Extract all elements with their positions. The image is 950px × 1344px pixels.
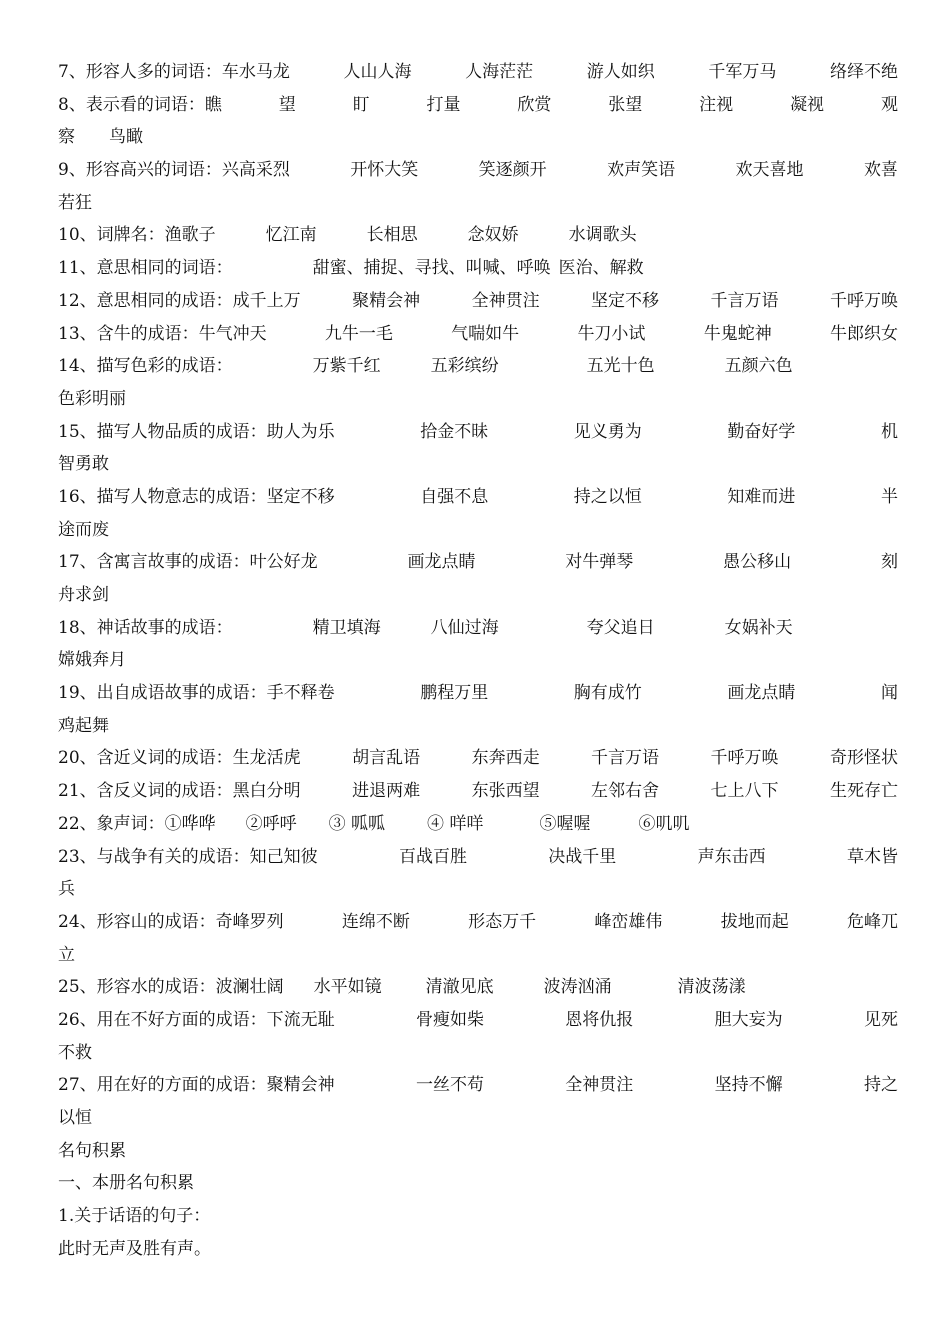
word-list-line [58, 252, 898, 285]
term: 坚定不移 [266, 486, 335, 507]
vocabulary-list [58, 56, 898, 1265]
term: 知难而进 [727, 486, 796, 507]
category-label: 13、含牛的成语： [58, 323, 199, 344]
term: 刻 [880, 552, 898, 573]
term: 拔地而起 [720, 911, 789, 932]
term: 千言万语 [710, 290, 779, 311]
term: 恩将仇报 [565, 1009, 634, 1030]
text-line [58, 1037, 898, 1070]
word-list-line [58, 546, 898, 579]
term: 千军万马 [708, 62, 777, 82]
term: 渔歌子 [164, 225, 216, 246]
term: 五光十色 [586, 356, 655, 377]
term: 愚公移山 [723, 552, 792, 573]
term: 水平如镜 [313, 977, 382, 998]
text-line [58, 448, 898, 481]
word-list-line [58, 808, 898, 841]
term: 波涛汹涌 [543, 977, 612, 998]
word-list-line [58, 89, 898, 122]
word-list-line [58, 841, 898, 874]
term-group [267, 1069, 898, 1102]
term: 知己知彼 [249, 846, 318, 867]
term: 画龙点睛 [727, 683, 796, 704]
term-group [250, 841, 898, 874]
term: 七上八下 [710, 781, 779, 802]
text-line [58, 1102, 898, 1135]
term: 胆大妄为 [714, 1009, 783, 1030]
text-line [58, 939, 898, 972]
category-label: 27、用在好的方面的成语： [58, 1075, 267, 1096]
line-text: 此时无声及胜有声。 [58, 1238, 211, 1259]
line-text: 立 [58, 944, 75, 965]
word-list-line [58, 971, 898, 1004]
term: 笑逐颜开 [478, 160, 547, 181]
term: 决战千里 [548, 846, 617, 867]
category-label: 20、含近义词的成语： [58, 748, 233, 769]
category-label: 14、描写色彩的成语： [58, 356, 233, 377]
term-group [250, 546, 898, 579]
term: 五颜六色 [724, 356, 793, 377]
term: 鹏程万里 [420, 683, 489, 704]
line-text: 舟求剑 [58, 585, 109, 605]
line-text: 兵 [58, 879, 75, 900]
term: 闻 [880, 683, 898, 704]
term: 画龙点睛 [407, 552, 476, 573]
word-list-line [58, 677, 898, 710]
term: 东奔西走 [471, 748, 540, 769]
term: 奇形怪状 [829, 748, 898, 769]
term: 手不释卷 [266, 683, 335, 704]
text-line [58, 1233, 898, 1266]
category-label: 9、形容高兴的词语： [58, 160, 222, 181]
line-text: 智勇敢 [58, 454, 109, 475]
category-label: 17、含寓言故事的成语： [58, 552, 250, 573]
term-group [216, 906, 898, 939]
term: ①哗哗 [164, 813, 216, 834]
line-text: 一、本册名句积累 [58, 1173, 194, 1194]
term: 张望 [608, 94, 643, 115]
line-text: 色彩明丽 [58, 388, 126, 409]
term: 黑白分明 [232, 781, 301, 802]
word-list-line [58, 318, 898, 351]
line-text: 不救 [58, 1042, 92, 1063]
text-line [58, 579, 898, 612]
word-list-line [58, 742, 898, 775]
category-label: 26、用在不好方面的成语： [58, 1009, 267, 1030]
term-group [267, 1004, 898, 1037]
category-label: 23、与战争有关的成语： [58, 846, 250, 867]
term: ②呼呼 [245, 813, 297, 834]
term: 望 [278, 94, 296, 115]
word-list-line [58, 219, 898, 252]
line-text: 鸡起舞 [58, 715, 109, 736]
term: 凝视 [790, 94, 825, 115]
term: 百战百胜 [398, 846, 467, 867]
term-group [165, 808, 898, 841]
term: ⑤喔喔 [539, 813, 591, 834]
term: 开怀大笑 [350, 160, 419, 181]
term-group [233, 285, 898, 318]
category-label: 16、描写人物意志的成语： [58, 486, 267, 507]
term: ③ 呱呱 [328, 813, 386, 834]
word-list-line [58, 350, 898, 383]
term: 精卫填海 [312, 617, 381, 638]
term: 注视 [699, 94, 734, 115]
term: 助人为乐 [266, 421, 335, 442]
term: 拾金不昧 [420, 421, 489, 442]
term: 九牛一毛 [324, 323, 393, 344]
line-text: 途而废 [58, 519, 109, 540]
word-list-line [58, 154, 898, 187]
term: 波澜壮阔 [215, 977, 284, 998]
term: 打量 [426, 94, 461, 115]
term: 观 [880, 94, 898, 115]
term: 千言万语 [591, 748, 660, 769]
text-line [58, 1167, 898, 1200]
term: 游人如织 [586, 62, 655, 82]
term: 见义勇为 [573, 421, 642, 442]
term: 牛鬼蛇神 [703, 323, 772, 344]
word-list-line [58, 481, 898, 514]
term-group [222, 154, 898, 187]
term: 机 [880, 421, 898, 442]
term-group [267, 481, 898, 514]
term-group [233, 612, 898, 645]
text-line [58, 1200, 898, 1233]
term: 千呼万唤 [829, 290, 898, 311]
category-label: 11、意思相同的词语： [58, 258, 233, 279]
term: 声东击西 [697, 846, 766, 867]
term: 千呼万唤 [710, 748, 779, 769]
term: 下流无耻 [266, 1009, 335, 1030]
term: 欢天喜地 [735, 160, 804, 181]
word-list-line [58, 775, 898, 808]
term: 牛郎织女 [829, 323, 898, 344]
category-label: 10、词牌名： [58, 225, 165, 246]
text-line [58, 121, 898, 154]
term: 人山人海 [343, 62, 412, 82]
line-text: 1.关于话语的句子： [58, 1206, 211, 1227]
term-group [267, 677, 898, 710]
term: 进退两难 [352, 781, 421, 802]
term: 全神贯注 [471, 290, 540, 311]
category-label: 21、含反义词的成语： [58, 781, 233, 802]
term-group [233, 350, 898, 383]
term: 对牛弹琴 [565, 552, 634, 573]
term: 聚精会神 [266, 1075, 335, 1096]
term: 胡言乱语 [352, 748, 421, 769]
term: 欢声笑语 [607, 160, 676, 181]
term-group [233, 775, 898, 808]
category-label: 25、形容水的成语： [58, 977, 216, 998]
term: 勤奋好学 [727, 421, 796, 442]
category-label: 8、表示看的词语： [58, 94, 205, 115]
line-text: 若狂 [58, 192, 92, 213]
word-list-line [58, 56, 898, 89]
term: 全神贯注 [565, 1075, 634, 1096]
category-label: 22、象声词： [58, 813, 165, 834]
term: 胸有成竹 [573, 683, 642, 704]
term: 气喘如牛 [451, 323, 520, 344]
term-group [233, 742, 898, 775]
line-text: 以恒 [58, 1108, 92, 1128]
category-label: 18、神话故事的成语： [58, 617, 233, 638]
term: 兴高采烈 [221, 160, 290, 181]
category-label: 7、形容人多的词语： [58, 62, 222, 82]
text-line [58, 1135, 898, 1168]
term: ⑥叽叽 [638, 813, 690, 834]
term: 形态万千 [468, 911, 537, 932]
term: 聚精会神 [352, 290, 421, 311]
word-list-line [58, 906, 898, 939]
term: ④ 咩咩 [427, 813, 484, 834]
text-line [58, 644, 898, 677]
term-group [165, 219, 898, 252]
term: 生龙活虎 [232, 748, 301, 769]
term: 坚持不懈 [714, 1075, 783, 1096]
category-label: 24、形容山的成语： [58, 911, 216, 932]
term: 八仙过海 [430, 617, 499, 638]
term: 草木皆 [846, 846, 898, 867]
term: 女娲补天 [724, 617, 793, 638]
word-list-line [58, 612, 898, 645]
term: 牛气冲天 [198, 323, 267, 344]
term: 生死存亡 [829, 781, 898, 802]
term: 水调歌头 [568, 225, 637, 246]
term: 左邻右舍 [591, 781, 660, 802]
term-group [199, 318, 898, 351]
term: 忆江南 [265, 225, 317, 246]
text-line [58, 873, 898, 906]
term: 连绵不断 [341, 911, 410, 932]
term: 持之 [863, 1075, 898, 1096]
term: 持之以恒 [573, 486, 642, 507]
term: 一丝不苟 [415, 1075, 484, 1096]
term: 成千上万 [232, 290, 301, 311]
term-group [222, 56, 898, 89]
term: 甜蜜、捕捉、寻找、叫喊、呼唤 [312, 258, 551, 279]
term: 夸父追日 [586, 617, 655, 638]
term: 念奴娇 [467, 225, 519, 246]
term: 叶公好龙 [249, 552, 318, 573]
line-text: 察 鸟瞰 [58, 127, 143, 148]
term: 见死 [863, 1009, 898, 1030]
term: 半 [880, 486, 898, 507]
term: 盯 [352, 94, 370, 115]
term: 危峰兀 [846, 911, 898, 932]
term: 欣赏 [517, 94, 552, 115]
term: 车水马龙 [221, 62, 290, 82]
term-group [205, 89, 898, 122]
term: 人海茫茫 [465, 62, 534, 82]
line-text: 名句积累 [58, 1140, 126, 1161]
term: 医治、解救 [558, 258, 644, 279]
category-label: 12、意思相同的成语： [58, 290, 233, 311]
word-list-line [58, 285, 898, 318]
word-list-line [58, 1069, 898, 1102]
term: 峰峦雄伟 [594, 911, 663, 932]
term: 万紫千红 [312, 356, 381, 377]
term: 奇峰罗列 [215, 911, 284, 932]
term: 牛刀小试 [577, 323, 646, 344]
term: 欢喜 [863, 160, 898, 181]
category-label: 19、出自成语故事的成语： [58, 683, 267, 704]
text-line [58, 187, 898, 220]
term-group [216, 971, 898, 1004]
term-group [233, 252, 898, 285]
term: 骨瘦如柴 [415, 1009, 484, 1030]
term: 络绎不绝 [829, 62, 898, 82]
term: 五彩缤纷 [430, 356, 499, 377]
text-line [58, 514, 898, 547]
term: 坚定不移 [591, 290, 660, 311]
word-list-line [58, 416, 898, 449]
term: 东张西望 [471, 781, 540, 802]
term: 长相思 [366, 225, 418, 246]
term: 瞧 [204, 94, 222, 115]
text-line [58, 383, 898, 416]
category-label: 15、描写人物品质的成语： [58, 421, 267, 442]
line-text: 嫦娥奔月 [58, 650, 126, 671]
text-line [58, 710, 898, 743]
term: 清澈见底 [425, 977, 494, 998]
word-list-line [58, 1004, 898, 1037]
term: 清波荡漾 [677, 977, 746, 998]
term: 自强不息 [420, 486, 489, 507]
term-group [267, 416, 898, 449]
